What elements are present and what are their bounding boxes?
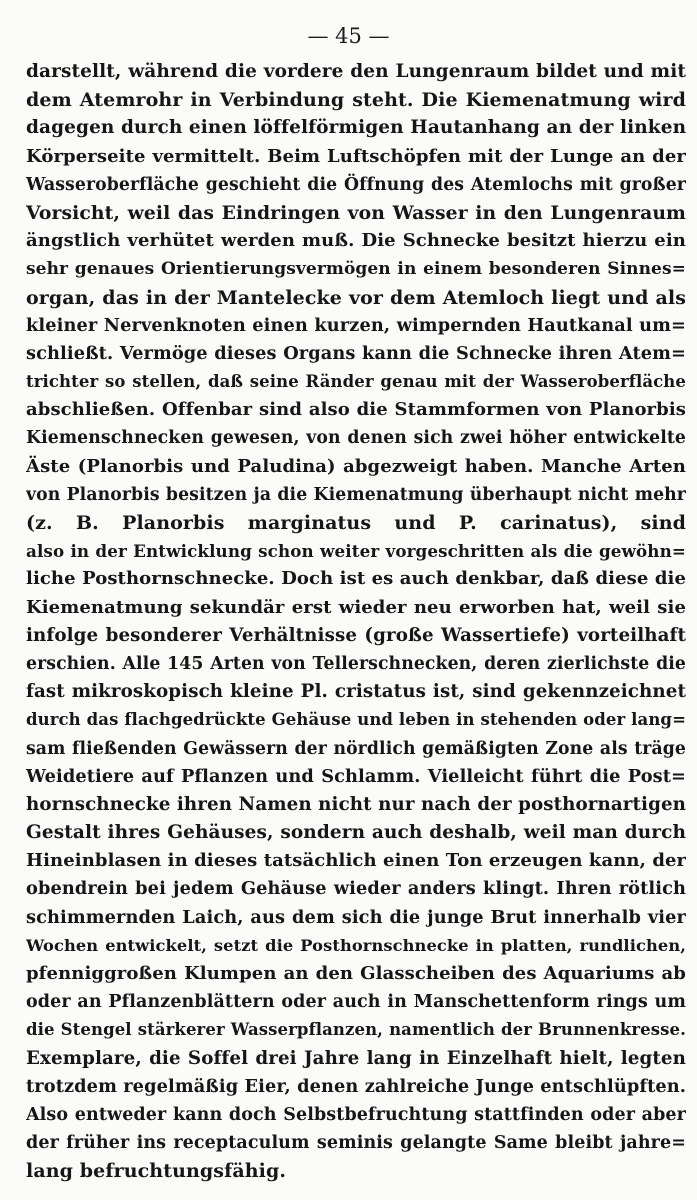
text-line: pfenniggroßen Klumpen an den Glasscheiben des Aquariums ab — [26, 963, 686, 984]
text-line: dagegen durch einen löffelförmigen Hautanhang an der linken — [26, 117, 686, 139]
text-line: Wasseroberfläche geschieht die Öffnung des Atemlochs mit großer — [26, 174, 686, 195]
text-line: also in der Entwicklung schon weiter vorgeschritten als die gewöhn= — [26, 541, 686, 562]
text-line: kleiner Nervenknoten einen kurzen, wimpernden Hautkanal um= — [26, 314, 686, 336]
text-line: Gestalt ihres Gehäuses, sondern auch deshalb, weil man durch — [26, 822, 686, 844]
text-line: oder an Pflanzenblättern oder auch in Manschettenform rings um — [26, 992, 686, 1013]
text-line: sam fließenden Gewässern der nördlich gemäßigten Zone als träge — [26, 738, 686, 759]
text-line: dem Atemrohr in Verbindung steht. Die Kiemenatmung wird — [26, 89, 686, 112]
text-line: Hineinblasen in dieses tatsächlich einen Ton erzeugen kann, der — [26, 850, 686, 872]
page-number: — 45 — — [307, 24, 390, 48]
text-line: abschließen. Offenbar sind also die Stammformen von Planorbis — [26, 399, 686, 421]
text-line: sehr genaues Orientierungsvermögen in einem besonderen Sinnes= — [26, 259, 686, 280]
text-line: ängstlich verhütet werden muß. Die Schnecke besitzt hierzu ein — [26, 230, 686, 252]
text-line: der früher ins receptaculum seminis gelangte Same bleibt jahre= — [26, 1133, 686, 1154]
text-line: infolge besonderer Verhältnisse (große Wassertiefe) vorteilhaft — [26, 624, 686, 646]
text-line: Äste (Planorbis und Paludina) abgezweigt haben. Manche Arten — [26, 455, 686, 477]
text-line: Wochen entwickelt, setzt die Posthornschnecke in platten, rundlichen, — [26, 935, 686, 955]
text-line: darstellt, während die vordere den Lungenraum bildet und mit — [26, 61, 686, 82]
body-text — [26, 58, 686, 1186]
text-line: organ, das in der Mantelecke vor dem Atemloch liegt und als — [26, 286, 686, 309]
text-line: die Stengel stärkerer Wasserpflanzen, namentlich der Brunnenkresse. — [26, 1020, 686, 1040]
text-line: Also entweder kann doch Selbstbefruchtung stattfinden oder aber — [26, 1104, 686, 1125]
text-line: fast mikroskopisch kleine Pl. cristatus ist, sind gekennzeichnet — [26, 681, 686, 703]
text-line: schimmernden Laich, aus dem sich die junge Brut innerhalb vier — [26, 906, 686, 928]
text-line: obendrein bei jedem Gehäuse wieder anders klingt. Ihren rötlich — [26, 878, 686, 900]
text-line: Körperseite vermittelt. Beim Luftschöpfen mit der Lunge an der — [26, 145, 686, 167]
text-line: Kiemenatmung sekundär erst wieder neu erworben hat, weil sie — [26, 596, 686, 618]
text-line: Weidetiere auf Pflanzen und Schlamm. Vielleicht führt die Post= — [26, 765, 686, 787]
text-line: (z. B. Planorbis marginatus und P. carinatus), sind — [26, 512, 686, 534]
text-line: trichter so stellen, daß seine Ränder genau mit der Wasseroberfläche — [26, 372, 686, 392]
text-line: lang befruchtungsfähig. — [26, 1160, 287, 1183]
text-line: Exemplare, die Soffel drei Jahre lang in Einzelhaft hielt, legten — [26, 1047, 686, 1069]
text-line: liche Posthornschnecke. Doch ist es auch denkbar, daß diese die — [26, 568, 686, 590]
text-line: durch das flachgedrückte Gehäuse und leben in stehenden oder lang= — [26, 710, 686, 730]
text-line: trotzdem regelmäßig Eier, denen zahlreiche Junge entschlüpften. — [26, 1075, 686, 1097]
text-line: von Planorbis besitzen ja die Kiemenatmung überhaupt nicht mehr — [26, 484, 686, 505]
text-line: schließt. Vermöge dieses Organs kann die Schnecke ihren Atem= — [26, 342, 686, 364]
text-line: hornschnecke ihren Namen nicht nur nach der posthornartigen — [26, 793, 686, 815]
text-line: Kiemenschnecken gewesen, von denen sich zwei höher entwickelte — [26, 428, 686, 449]
text-line: Vorsicht, weil das Eindringen von Wasser in den Lungenraum — [26, 201, 686, 224]
text-line: erschien. Alle 145 Arten von Tellerschnecken, deren zierlichste die — [26, 653, 686, 674]
